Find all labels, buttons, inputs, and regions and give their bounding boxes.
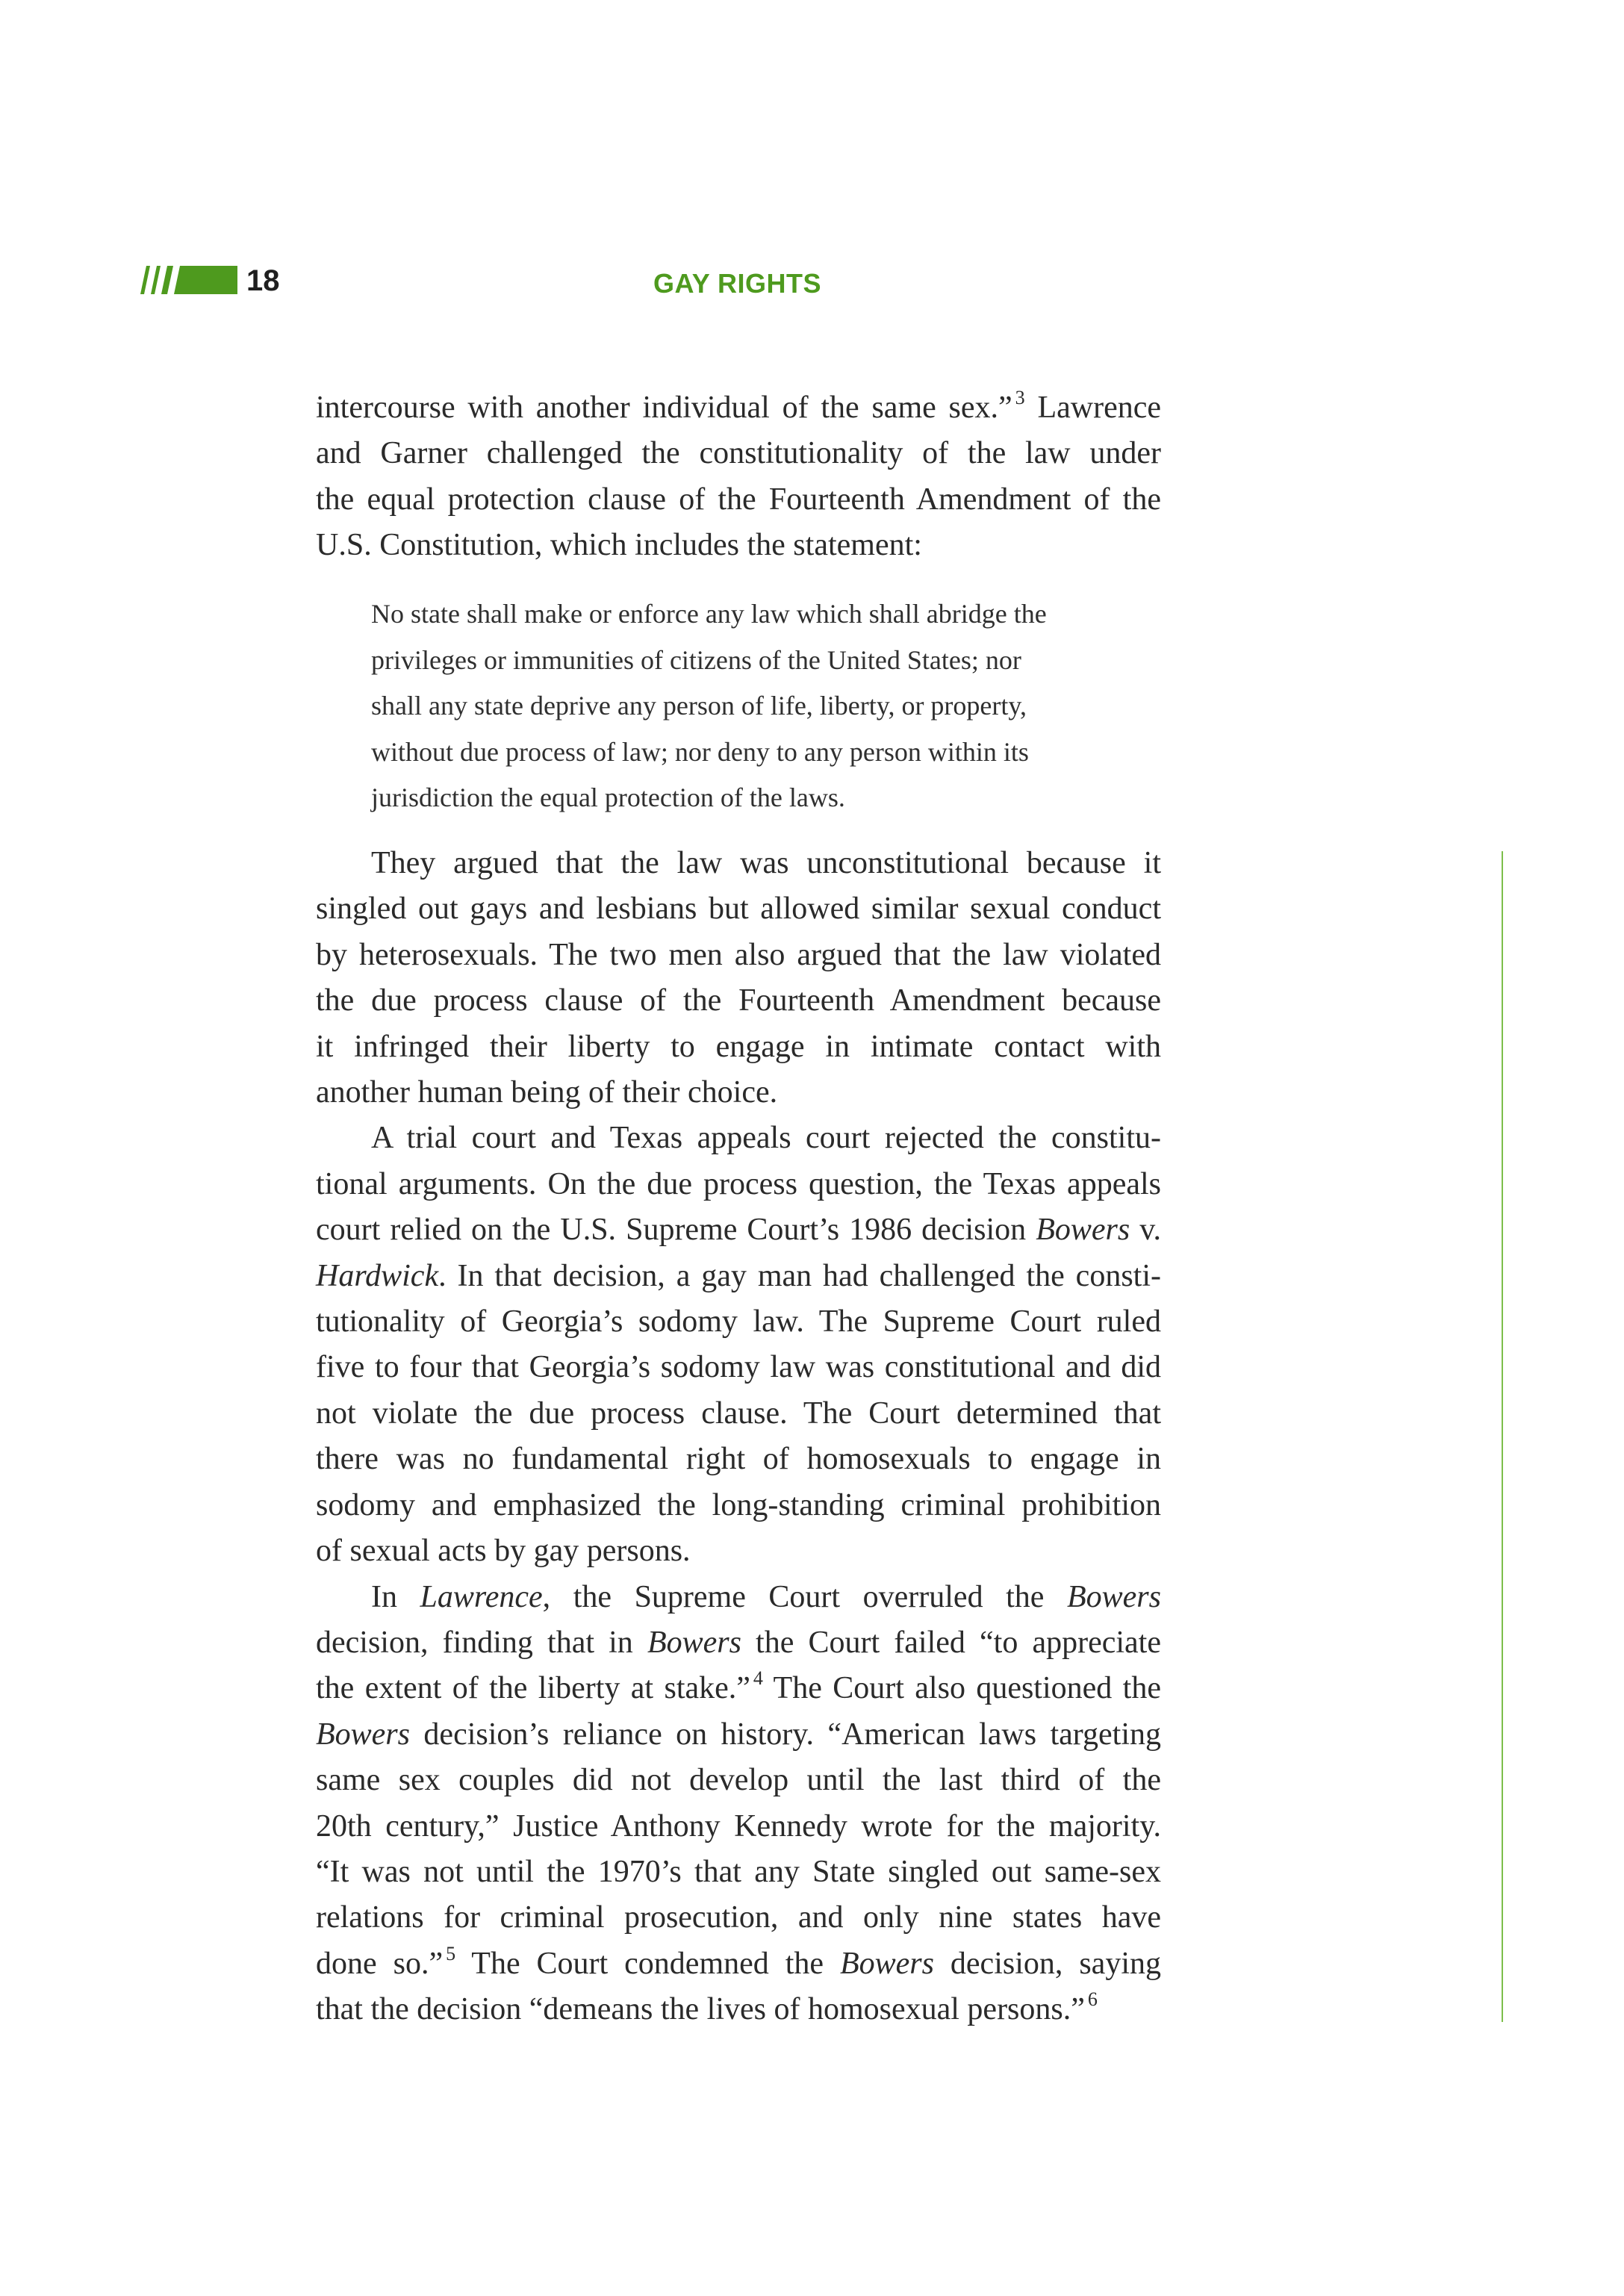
text-line: A trial court and Texas appeals court rejected the constitu-	[371, 1121, 1161, 1156]
text-line: decision, finding that in Bowers the Court failed “to appreciate	[316, 1625, 1161, 1660]
text-line: Hardwick. In that decision, a gay man had challenged the consti-	[316, 1258, 1161, 1293]
case-name: Bowers	[839, 1946, 934, 1981]
text-line: intercourse with another individual of the same sex.” $^3$ Lawrence	[316, 387, 1161, 425]
text-line: the extent of the liberty at stake.” $^4$ The Court also questioned the	[316, 1667, 1161, 1706]
text-line: Bowers decision’s reliance on history. “American laws targeting	[316, 1717, 1161, 1752]
text-line: it infringed their liberty to engage in intimate contact with	[316, 1029, 1161, 1064]
text-line: “It was not until the 1970’s that any State singled out same-sex	[316, 1854, 1161, 1889]
text-line: the due process clause of the Fourteenth Amendment because	[316, 983, 1161, 1018]
text-line: court relied on the U.S. Supreme Court’s 1986 decision Bowers v.	[316, 1213, 1161, 1248]
footnote-marker: 3	[1015, 387, 1025, 408]
case-name: Lawrence	[420, 1579, 543, 1614]
text-line: there was no fundamental right of homosexuals to engage in	[316, 1442, 1161, 1477]
text-line: five to four that Georgia’s sodomy law was constitutional and did	[316, 1350, 1161, 1385]
text-line: not violate the due process clause. The Court determined that	[316, 1396, 1161, 1431]
case-name: Bowers	[647, 1625, 741, 1660]
text-line: sodomy and emphasized the long-standing criminal prohibition	[316, 1487, 1161, 1522]
footnote-marker: 6	[1087, 1988, 1098, 2011]
paragraph-argument	[316, 841, 1161, 1116]
footnote-marker: 4	[753, 1667, 763, 1690]
block-quote	[371, 591, 1110, 821]
text-line: They argued that the law was unconstitutional because it	[371, 846, 1161, 880]
case-name: Bowers	[1067, 1579, 1161, 1614]
text-line: U.S. Constitution, which includes the statement:	[316, 528, 922, 563]
case-name: Bowers	[316, 1717, 410, 1752]
quote-line: privileges or immunities of citizens of the United States; nor	[371, 644, 1021, 675]
text-line: the equal protection clause of the Fourteenth Amendment of the	[316, 482, 1161, 517]
text-line: 20th century,” Justice Anthony Kennedy wrote for the majority.	[316, 1808, 1161, 1844]
text-line: tutionality of Georgia’s sodomy law. The Supreme Court ruled	[316, 1304, 1161, 1340]
paragraph-lawrence	[316, 1575, 1161, 2033]
text-line: by heterosexuals. The two men also argued that the law violated	[316, 937, 1161, 972]
quote-line: No state shall make or enforce any law which shall abridge the	[371, 599, 1047, 629]
margin-rule	[1502, 851, 1503, 2022]
text-line: that the decision “demeans the lives of homosexual persons.” $^6$	[316, 1988, 1098, 2027]
text-line: tional arguments. On the due process question, the Texas appeals	[316, 1166, 1161, 1201]
quote-line: shall any state deprive any person of life, liberty, or property,	[371, 691, 1027, 721]
main-text	[316, 841, 1161, 2033]
text-line: done so.” $^5$ The Court condemned the Bowers decision, saying	[316, 1942, 1161, 1981]
case-name: Bowers	[1036, 1213, 1130, 1248]
quote-line: jurisdiction the equal protection of the laws.	[371, 783, 845, 812]
opening-paragraph	[316, 385, 1161, 569]
text-line: another human being of their choice.	[316, 1075, 778, 1110]
paragraph-trial-court	[316, 1116, 1161, 1574]
header-stripes-icon	[140, 266, 237, 294]
text-line: of sexual acts by gay persons.	[316, 1534, 691, 1569]
footnote-marker: 5	[446, 1942, 456, 1964]
quote-line: without due process of law; nor deny to any person within its	[371, 736, 1029, 767]
page-header	[0, 263, 1624, 308]
text-line: singled out gays and lesbians but allowed similar sexual conduct	[316, 892, 1161, 927]
case-name: Hardwick	[316, 1258, 439, 1293]
running-title: GAY RIGHTS	[653, 268, 822, 299]
page-number: 18	[246, 264, 280, 297]
text-line: same sex couples did not develop until the last third of the	[316, 1763, 1161, 1798]
text-line: relations for criminal prosecution, and only nine states have	[316, 1900, 1161, 1935]
text-line: and Garner challenged the constitutionality of the law under	[316, 436, 1161, 471]
text-line: In Lawrence, the Supreme Court overruled the Bowers	[371, 1579, 1161, 1614]
